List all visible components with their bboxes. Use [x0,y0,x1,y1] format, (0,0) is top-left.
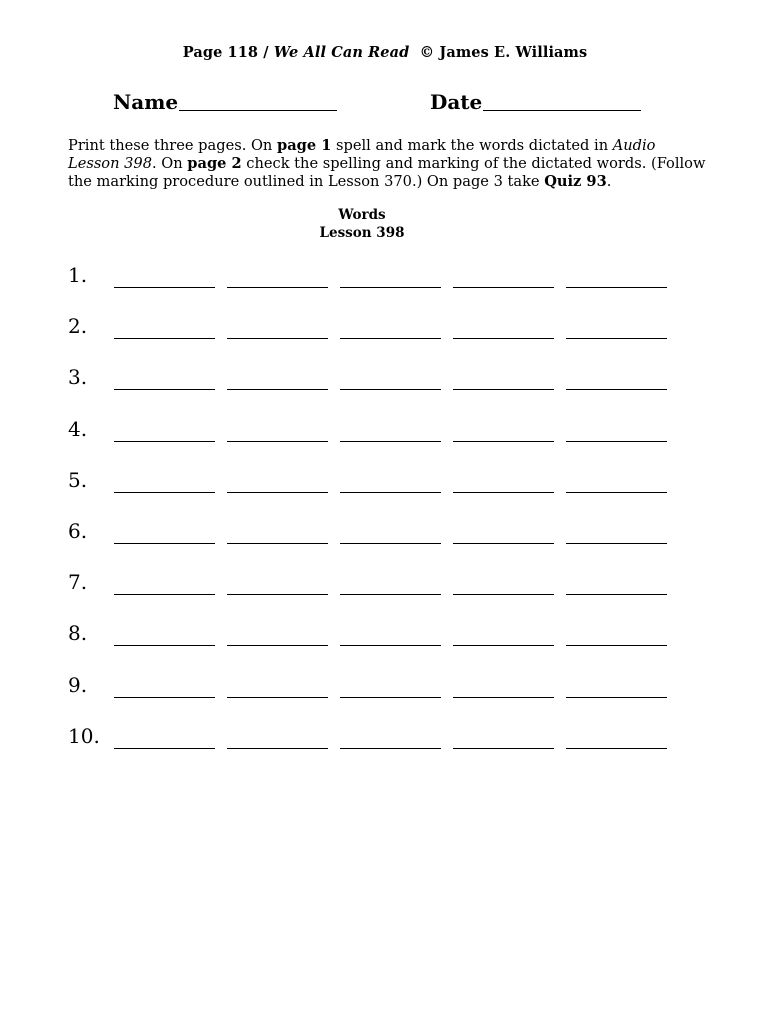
word-blank [453,338,554,339]
word-row [68,672,688,723]
instructions-paragraph [68,137,708,191]
word-blank [340,645,441,646]
instructions-bold-page1: page 1 [276,137,332,154]
instructions-text: . [606,173,612,190]
word-blank [453,389,554,390]
word-row [68,467,688,518]
word-blank [340,492,441,493]
word-blank [566,389,667,390]
section-title: Words [338,207,386,223]
word-blank [227,594,328,595]
instructions-text: spell and mark the words dictated in [331,137,613,154]
word-blank [340,543,441,544]
word-row [68,620,688,671]
date-blank [483,90,641,111]
word-blank [114,441,215,442]
word-blank [453,748,554,749]
word-blank [340,748,441,749]
instructions-bold-quiz: Quiz 93 [544,173,607,190]
word-blank [453,441,554,442]
word-blank [114,287,215,288]
row-number: 8. [68,621,88,646]
row-number: 9. [68,672,88,697]
instructions-text: check the spelling and marking of the dictated words. (Follow the marking procedure outlined in Lesson 370.) On page 3 take [68,155,706,190]
name-field [113,90,337,114]
book-title: We All Can Read [273,44,410,61]
word-row [68,518,688,569]
row-number: 6. [68,518,88,543]
word-blank [566,287,667,288]
instructions-italic-audio-lesson: Audio Lesson 398 [68,137,656,172]
word-blank [227,645,328,646]
word-row [68,569,688,620]
word-blank [453,287,554,288]
row-number: 4. [68,416,88,441]
word-blank [114,389,215,390]
word-blank [114,594,215,595]
row-number: 3. [68,365,88,390]
section-heading [0,206,724,242]
word-blank [566,748,667,749]
word-blank [227,287,328,288]
word-blank [340,338,441,339]
word-blank [566,594,667,595]
word-blank [227,697,328,698]
word-row [68,364,688,415]
word-blank [453,492,554,493]
page-number: Page 118 / [182,44,269,61]
word-blank [453,594,554,595]
row-number: 1. [68,263,88,287]
section-subtitle: Lesson 398 [319,225,405,241]
instructions-bold-page2: page 2 [187,155,242,172]
word-blank [340,389,441,390]
page-header [0,44,770,61]
word-row [68,416,688,467]
word-blank [566,543,667,544]
word-blank [453,645,554,646]
word-blank [114,492,215,493]
date-label: Date [430,90,483,114]
word-blank [227,389,328,390]
word-row [68,313,688,364]
word-rows [68,262,688,774]
word-blank [227,492,328,493]
instructions-text: . On [152,155,188,172]
copyright-notice: © James E. Williams [419,44,588,61]
row-number: 7. [68,570,88,595]
row-number: 2. [68,314,88,339]
word-row [68,723,688,774]
word-blank [227,441,328,442]
name-blank [179,90,337,111]
word-blank [227,543,328,544]
word-blank [340,287,441,288]
word-blank [114,748,215,749]
instructions-text: Print these three pages. On [68,137,277,154]
word-blank [566,645,667,646]
word-blank [340,441,441,442]
word-blank [114,645,215,646]
word-blank [453,697,554,698]
name-label: Name [113,90,179,114]
row-number: 10. [68,723,100,748]
word-row [68,262,688,313]
word-blank [566,697,667,698]
word-blank [114,697,215,698]
word-blank [566,441,667,442]
word-blank [566,338,667,339]
row-number: 5. [68,467,88,492]
word-blank [114,543,215,544]
word-blank [227,748,328,749]
word-blank [340,594,441,595]
word-blank [453,543,554,544]
date-field [430,90,641,114]
word-blank [566,492,667,493]
word-blank [227,338,328,339]
word-blank [340,697,441,698]
word-blank [114,338,215,339]
